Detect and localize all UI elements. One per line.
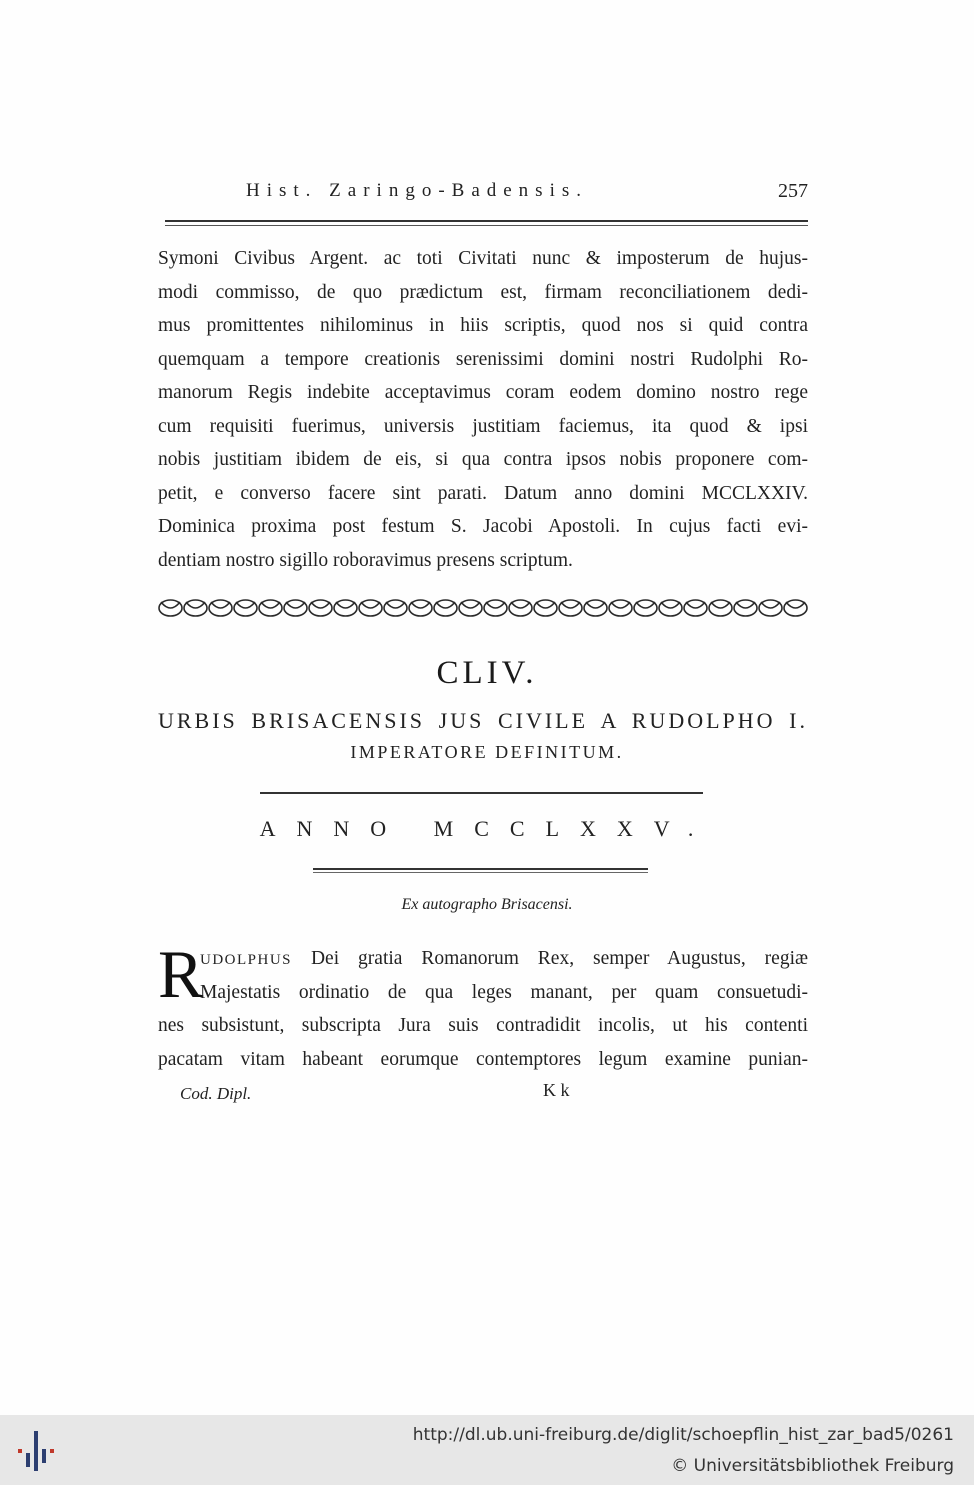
drop-cap: R [158,936,204,1012]
running-head [158,180,808,210]
year-heading: ANNO MCCLXXV. [259,816,715,841]
chain-twist [161,602,180,608]
chain-twist [636,602,655,608]
text-line: nobis justitiam ibidem de eis, si qua contra ipsos nobis proponere com- [158,449,808,470]
chain-twist [411,602,430,608]
chain-twist [311,602,330,608]
chain-twist [536,602,555,608]
catchword: K k [543,1080,570,1100]
text-line: petit, e converso facere sint parati. Datum anno domini MCCLXXIV. [158,482,808,504]
text-line: dentiam nostro sigillo roboravimus presens scriptum. [158,549,573,571]
chain-twist [586,602,605,608]
copyright-notice: © Universitätsbibliothek Freiburg [671,1456,954,1476]
text-line: quemquam a tempore creationis serenissimi domini nostri Rudolphi Ro- [158,348,808,370]
text-line: Majestatis ordinatio de qua leges manant, per quam consuetudi- [200,981,808,1003]
document-url-link[interactable]: http://dl.ub.uni-freiburg.de/diglit/schoepflin_hist_zar_bad5/0261 [412,1425,954,1445]
chain-twist [211,602,230,608]
chain-twist [386,602,405,608]
text-line: modi commisso, de quo prædictum est, firmam reconciliationem dedi- [158,281,808,303]
chain-twist [686,602,705,608]
running-title: Hist. Zaringo-Badensis. [246,180,589,201]
chain-twist [561,602,580,608]
chain-twist [336,602,355,608]
signature-mark: Cod. Dipl. [180,1084,252,1103]
text-line: Symoni Civibus Argent. ac toti Civitati nunc & imposterum de hujus- [158,248,808,269]
chain-twist [461,602,480,608]
chain-twist [486,602,505,608]
chain-twist [661,602,680,608]
text-line [158,942,808,976]
header-rule [165,220,808,222]
text-line: mus promittentes nihilominus in hiis scriptis, quod nos si quid contra [158,315,808,336]
decorative-border-ornament [158,596,808,620]
chain-twist [436,602,455,608]
text-line: manorum Regis indebite acceptavimus coram eodem domino nostro rege [158,382,808,403]
text-line: cum requisiti fuerimus, universis justitiam faciemus, ita quod & ipsi [158,415,808,437]
section-subtitle: IMPERATORE DEFINITUM. [350,742,624,762]
first-word: UDOLPHUS [200,952,293,968]
chain-twist [511,602,530,608]
chain-twist [186,602,205,608]
library-logo-icon [12,1427,62,1473]
chain-twist [236,602,255,608]
section-number: CLIV. [436,655,538,691]
chain-twist [786,602,805,608]
divider-rule-thin [313,872,648,873]
chain-twist [611,602,630,608]
text-line: Dominica proxima post festum S. Jacobi Apostoli. In cujus facti evi- [158,516,808,537]
previous-document-text [158,242,808,577]
text-line: nes subsistunt, subscripta Jura suis contradidit incolis, ut his contenti [158,1015,808,1036]
divider-rule [313,868,648,870]
chain-twist [711,602,730,608]
chain-twist [736,602,755,608]
viewer-footer [0,1415,974,1485]
chain-twist [761,602,780,608]
section-title: URBIS BRISACENSIS JUS CIVILE A RUDOLPHO I. [158,708,808,733]
text-segment: Dei gratia Romanorum Rex, semper Augustus, regiæ [310,948,808,969]
chain-twist [286,602,305,608]
charter-text [158,936,808,1076]
chain-twist [361,602,380,608]
divider-rule [260,792,703,794]
text-line: pacatam vitam habeant eorumque contemptores legum examine punian- [158,1048,808,1070]
chain-twist [261,602,280,608]
header-rule-thin [165,225,808,226]
source-note: Ex autographo Brisacensi. [401,896,573,913]
page-number: 257 [778,180,808,202]
